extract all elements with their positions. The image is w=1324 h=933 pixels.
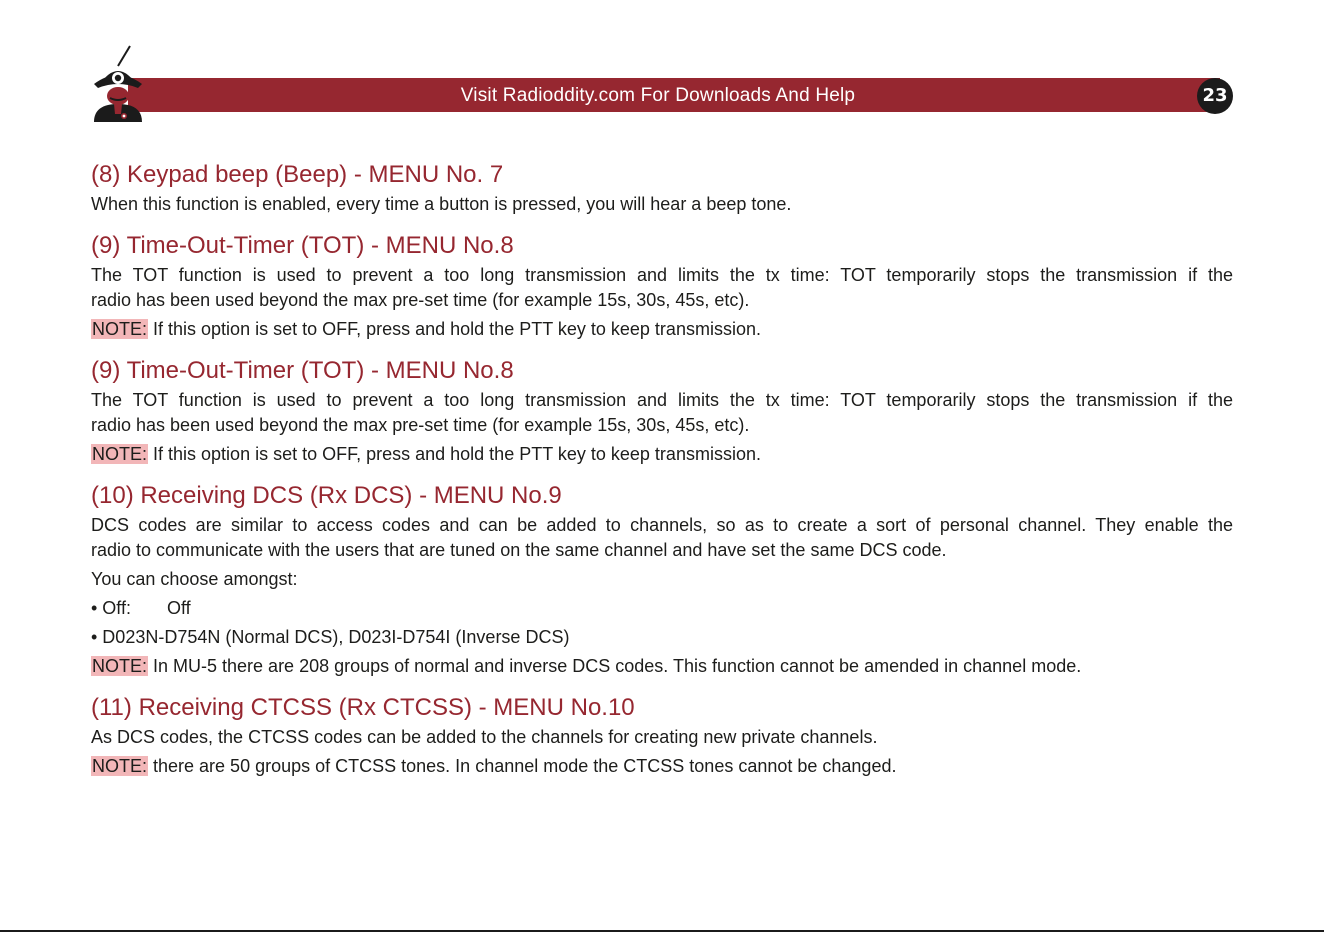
paragraph: When this function is enabled, every time a button is pressed, you will hear a beep tone. (91, 194, 792, 214)
section-heading: (8) Keypad beep (Beep) - MENU No. 7 (91, 161, 504, 188)
page-number-badge: 23 (1197, 78, 1233, 114)
paragraph: As DCS codes, the CTCSS codes can be added to the channels for creating new private channels. (91, 727, 878, 747)
paragraph: The TOT function is used to prevent a too long transmission and limits the tx time: TOT temporarily stops the transmission if the (91, 390, 1233, 410)
paragraph: The TOT function is used to prevent a too long transmission and limits the tx time: TOT temporarily stops the transmission if the (91, 265, 1233, 285)
bottom-rule (0, 930, 1324, 932)
list-item (91, 596, 1233, 621)
page-content (91, 160, 1233, 779)
note-text: If this option is set to OFF, press and hold the PTT key to keep transmission. (148, 444, 761, 464)
bullet-label: • D023N-D754N (Normal DCS), D023I-D754I (Inverse DCS) (91, 627, 570, 647)
section-time-out-timer-duplicate (91, 356, 1233, 467)
section-heading: (9) Time-Out-Timer (TOT) - MENU No.8 (91, 232, 514, 259)
section-keypad-beep (91, 160, 1233, 217)
note-text: In MU-5 there are 208 groups of normal and inverse DCS codes. This function cannot be amended in channel mode. (148, 656, 1082, 676)
list-item (91, 625, 1233, 650)
section-heading: (10) Receiving DCS (Rx DCS) - MENU No.9 (91, 482, 562, 509)
note-label: NOTE: (92, 444, 148, 464)
note-label: NOTE: (92, 756, 148, 776)
section-receiving-dcs (91, 481, 1233, 679)
section-heading: (9) Time-Out-Timer (TOT) - MENU No.8 (91, 357, 514, 384)
paragraph: radio to communicate with the users that are tuned on the same channel and have set the same DCS code. (91, 540, 947, 560)
header-banner-text: Visit Radioddity.com For Downloads And Help (460, 85, 856, 106)
radioddity-pirate-logo-icon (88, 44, 148, 124)
paragraph: DCS codes are similar to access codes and can be added to channels, so as to create a sort of personal channel. They enable the (91, 515, 1233, 535)
section-heading: (11) Receiving CTCSS (Rx CTCSS) - MENU No.10 (91, 694, 635, 721)
intro-text: You can choose amongst: (91, 569, 298, 589)
note-label: NOTE: (92, 319, 148, 339)
note (91, 442, 1233, 467)
paragraph: radio has been used beyond the max pre-set time (for example 15s, 30s, 45s, etc). (91, 290, 750, 310)
paragraph: radio has been used beyond the max pre-set time (for example 15s, 30s, 45s, etc). (91, 415, 750, 435)
note (91, 654, 1233, 679)
section-time-out-timer (91, 231, 1233, 342)
bullet-label: • Off: (91, 598, 131, 618)
note (91, 754, 1233, 779)
section-receiving-ctcss (91, 693, 1233, 779)
note-text: If this option is set to OFF, press and hold the PTT key to keep transmission. (148, 319, 761, 339)
note-label: NOTE: (92, 656, 148, 676)
bullet-value: Off (166, 598, 191, 618)
note-text: there are 50 groups of CTCSS tones. In channel mode the CTCSS tones cannot be changed. (148, 756, 897, 776)
note (91, 317, 1233, 342)
